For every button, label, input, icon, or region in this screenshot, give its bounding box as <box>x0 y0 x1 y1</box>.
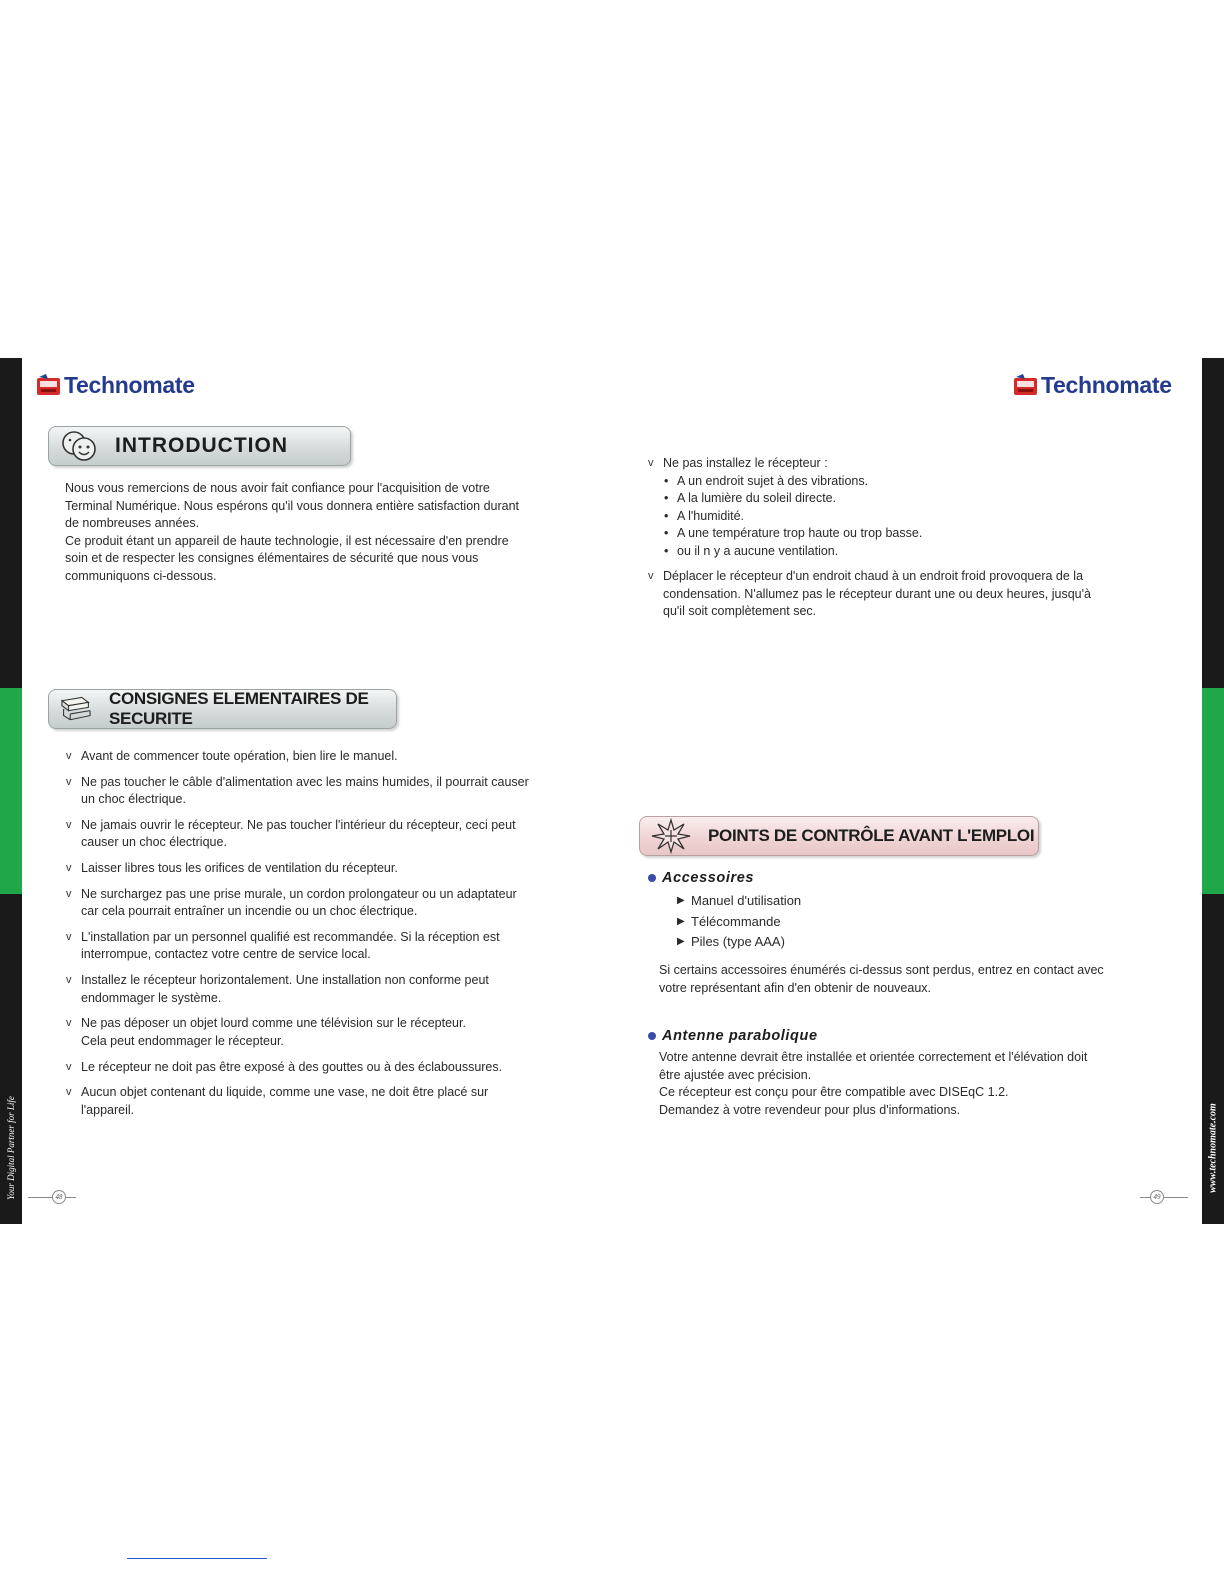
accessories-list <box>677 891 801 953</box>
rule-line: un choc électrique. <box>81 792 186 807</box>
right-side-url: www.technomate.com <box>1207 1103 1219 1193</box>
divider <box>28 1197 52 1198</box>
brand-name: Technomate <box>1041 372 1172 398</box>
introduction-title: INTRODUCTION <box>115 434 288 457</box>
check-mark-icon: v <box>66 775 72 788</box>
condition-item <box>663 490 1138 508</box>
condition-item <box>663 525 1138 543</box>
accessories-heading <box>648 870 754 886</box>
condition-item <box>663 543 1138 561</box>
note-line: votre représentant afin d'en obtenir de nouveaux. <box>659 980 932 995</box>
divider <box>1140 1197 1150 1198</box>
right-side-bar <box>1202 358 1224 1224</box>
accessory-item <box>677 932 801 953</box>
rule-line: Le récepteur ne doit pas être exposé à des gouttes ou à des éclaboussures. <box>81 1059 503 1074</box>
install-intro: Ne pas installez le récepteur : <box>663 456 828 470</box>
stacked-books-icon <box>57 691 95 727</box>
check-mark-icon: v <box>66 862 72 875</box>
manual-spread <box>0 358 1224 1224</box>
condition-text: A l'humidité. <box>677 508 745 523</box>
rule-line: Ne surchargez pas une prise murale, un cordon prolongateur ou un adaptateur <box>81 886 517 901</box>
bullet-icon <box>648 874 656 882</box>
intro-line: soin et de respecter les consignes élémentaires de sécurité que nous vous <box>65 551 479 565</box>
accessory-item <box>677 891 801 912</box>
intro-line: communiquons ci-dessous. <box>65 568 217 583</box>
list-item <box>66 1015 576 1050</box>
condition-text: A la lumière du soleil directe. <box>677 491 837 505</box>
condition-text: A une température trop haute ou trop basse. <box>677 526 923 540</box>
accessories-title: Accessoires <box>662 870 755 886</box>
intro-line: de nombreuses années. <box>65 516 200 530</box>
left-page-number <box>28 1190 76 1204</box>
introduction-body <box>65 480 565 585</box>
list-item <box>66 886 576 921</box>
play-arrow-icon: ▶ <box>677 915 685 927</box>
check-mark-icon: v <box>66 1086 72 1099</box>
note-line: Si certains accessoires énumérés ci-dessus sont perdus, entrez en contact avec <box>659 963 1104 977</box>
antenna-title: Antenne parabolique <box>662 1028 818 1044</box>
list-item <box>66 929 576 964</box>
installation-rules-list <box>648 455 1138 629</box>
condition-text: A un endroit sujet à des vibrations. <box>677 473 869 488</box>
accessory-text: Piles (type AAA) <box>691 934 785 949</box>
list-item <box>66 860 576 878</box>
left-side-bar <box>0 358 22 1224</box>
checkpoints-header <box>639 816 1039 856</box>
list-item <box>66 1059 576 1077</box>
left-brand <box>36 372 195 399</box>
spark-burst-icon <box>648 818 694 854</box>
accessory-text: Télécommande <box>691 913 781 929</box>
rule-line: Ne jamais ouvrir le récepteur. Ne pas toucher l'intérieur du récepteur, ceci peut <box>81 817 516 832</box>
antenna-body <box>659 1049 1149 1119</box>
rule-line: Aucun objet contenant du liquide, comme une vase, ne doit être placé sur <box>81 1085 489 1100</box>
check-mark-icon: v <box>648 570 654 582</box>
right-brand <box>1013 372 1172 399</box>
security-header <box>48 689 397 729</box>
install-conditions <box>663 473 1138 561</box>
play-arrow-icon: ▶ <box>677 895 685 906</box>
list-item <box>66 774 576 809</box>
rule-line: Installez le récepteur horizontalement. Une installation non conforme peut <box>81 973 489 988</box>
rule-line: l'appareil. <box>81 1102 135 1117</box>
antenna-line: Votre antenne devrait être installée et orientée correctement et l'élévation doit <box>659 1050 1088 1064</box>
intro-line: Nous vous remercions de nous avoir fait confiance pour l'acquisition de votre <box>65 481 490 495</box>
list-item <box>66 748 576 766</box>
brand-name: Technomate <box>64 372 195 398</box>
bullet-icon: • <box>664 543 669 558</box>
check-mark-icon: v <box>66 1060 72 1073</box>
introduction-header <box>48 426 351 466</box>
intro-line: Ce produit étant un appareil de haute technologie, il est nécessaire d'en prendre <box>65 533 509 548</box>
condition-text: ou il n y a aucune ventilation. <box>677 543 839 558</box>
bullet-icon: • <box>664 473 669 488</box>
divider <box>1164 1197 1188 1198</box>
check-mark-icon: v <box>66 750 72 762</box>
condensation-line: Déplacer le récepteur d'un endroit chaud à un endroit froid provoquera de la <box>663 569 1084 583</box>
accessory-text: Manuel d'utilisation <box>691 893 802 908</box>
antenna-line: être ajustée avec précision. <box>659 1067 812 1082</box>
list-item <box>648 568 1138 621</box>
condition-item <box>663 473 1138 491</box>
rule-line: endommager le système. <box>81 990 222 1005</box>
condensation-line: condensation. N'allumez pas le récepteur durant une ou deux heures, jusqu'à <box>663 586 1091 601</box>
play-arrow-icon: ▶ <box>677 936 685 947</box>
left-green-band <box>0 688 22 894</box>
list-item <box>66 817 576 852</box>
rule-line: Ne pas déposer un objet lourd comme une télévision sur le récepteur. <box>81 1016 466 1031</box>
checkpoints-title: POINTS DE CONTRÔLE AVANT L'EMPLOI <box>708 826 1035 845</box>
right-green-band <box>1202 688 1224 894</box>
footnote-rule <box>127 1558 267 1559</box>
list-item <box>66 1084 576 1119</box>
left-side-tagline: Your Digital Partner for Life <box>6 1096 16 1200</box>
list-item <box>66 972 576 1007</box>
check-mark-icon: v <box>66 930 72 943</box>
check-mark-icon: v <box>66 818 72 831</box>
rule-line: Laisser libres tous les orifices de ventilation du récepteur. <box>81 861 398 876</box>
bullet-icon: • <box>664 526 669 540</box>
rule-line: Cela peut endommager le récepteur. <box>81 1033 284 1048</box>
rule-line: Avant de commencer toute opération, bien lire le manuel. <box>81 749 398 763</box>
accessory-item <box>677 912 801 933</box>
intro-line: Terminal Numérique. Nous espérons qu'il vous donnera entière satisfaction durant <box>65 498 520 513</box>
rule-line: L'installation par un personnel qualifié est recommandée. Si la réception est <box>81 929 500 944</box>
page-number: 49 <box>1150 1190 1164 1204</box>
check-mark-icon: v <box>66 1017 72 1030</box>
accessories-note <box>659 962 1149 997</box>
security-title: CONSIGNES ELEMENTAIRES DE SECURITE <box>109 689 369 728</box>
antenna-line: Demandez à votre revendeur pour plus d'informations. <box>659 1102 961 1117</box>
antenna-heading <box>648 1028 818 1044</box>
antenna-line: Ce récepteur est conçu pour être compatible avec DISEqC 1.2. <box>659 1085 1009 1099</box>
check-mark-icon: v <box>66 974 72 987</box>
smiley-faces-icon <box>57 428 103 464</box>
rule-line: causer un choc électrique. <box>81 835 227 850</box>
bullet-icon: • <box>664 508 669 523</box>
bullet-icon <box>648 1032 656 1040</box>
security-rules-list <box>66 748 576 1127</box>
rule-line: interrompue, contactez votre centre de service local. <box>81 947 371 962</box>
page-number: 48 <box>52 1190 66 1204</box>
condensation-line: qu'il soit complètement sec. <box>663 604 817 618</box>
right-page-number <box>1140 1190 1188 1204</box>
technomate-logo-icon <box>1013 374 1039 398</box>
check-mark-icon: v <box>66 887 72 900</box>
rule-line: Ne pas toucher le câble d'alimentation avec les mains humides, il pourrait causer <box>81 774 529 789</box>
divider <box>66 1197 76 1198</box>
check-mark-icon: v <box>648 457 654 469</box>
technomate-logo-icon <box>36 374 62 398</box>
list-item <box>648 455 1138 560</box>
condition-item <box>663 508 1138 526</box>
rule-line: car cela pourrait entraîner un incendie ou un choc électrique. <box>81 904 418 919</box>
bullet-icon: • <box>664 491 669 505</box>
